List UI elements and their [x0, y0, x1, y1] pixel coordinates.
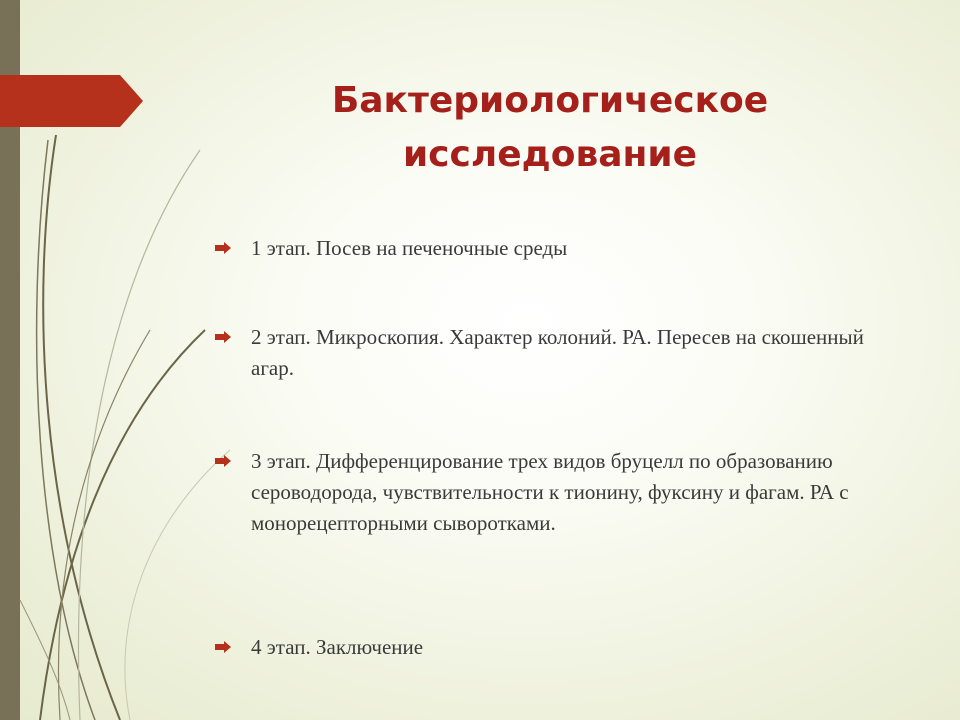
bullet-text: 4 этап. Заключение — [251, 635, 424, 659]
bullet-item — [214, 322, 894, 384]
pointing-hand-arrow-icon — [214, 455, 232, 467]
arrow-tab-icon — [0, 75, 143, 127]
bullet-item — [214, 446, 894, 539]
slide-title — [200, 74, 900, 182]
bullet-text: 1 этап. Посев на печеночные среды — [251, 236, 568, 260]
bullet-item — [214, 632, 894, 663]
title-line-2: исследование — [402, 134, 698, 175]
bullet-item — [214, 233, 894, 264]
pointing-hand-arrow-icon — [214, 641, 232, 653]
pointing-hand-arrow-icon — [214, 242, 232, 254]
bullet-text: 3 этап. Дифференцирование трех видов бруцелл по образованию сероводорода, чувствительности к тионину, фуксину и фагам. РА с монорецепторными сыворотками. — [251, 449, 849, 535]
title-line-1: Бактериологическое — [331, 80, 769, 121]
bullet-text: 2 этап. Микроскопия. Характер колоний. РА. Пересев на скошенный агар. — [251, 325, 864, 380]
pointing-hand-arrow-icon — [214, 331, 232, 343]
